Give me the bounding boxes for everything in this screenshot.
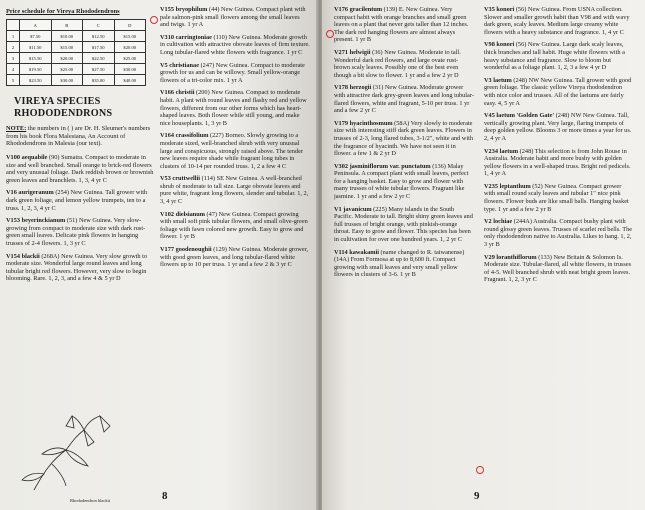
entry-description: (248) NW New Guinea. Tall, vertically growing plant. Very large, flaring trumpets of deep golden yellow. Blooms 3 or more times a year for us. 2, 4 yr A	[484, 112, 632, 142]
catalog-entry	[484, 148, 634, 178]
catalog-entry	[160, 6, 310, 29]
note-text: the numbers in ( ) are Dr. H. Sleumer's numbers from his book Flora Malesiana, An Account of Rhododendrons in Malesia (our text).	[6, 125, 151, 148]
catalog-entry	[484, 77, 634, 107]
price-cell: 2	[7, 42, 20, 53]
price-table-row	[7, 64, 146, 75]
left-column-2	[160, 6, 310, 274]
entry-description: (31) New Guinea. Moderate grower with attractive dark grey-green leaves and long tubular-flared flowers, white and fragrant, 5-10 per truss. 1 yr and a few 2 yr C	[334, 84, 474, 115]
price-cell: $7.50	[20, 31, 52, 42]
entry-name: V45 laetum 'Golden Gate'	[484, 112, 555, 120]
price-cell: $15.00	[114, 31, 146, 42]
price-cell: 4	[7, 64, 20, 75]
price-table	[6, 19, 146, 86]
catalog-entry	[484, 112, 634, 142]
section-title	[14, 96, 154, 119]
entry-description: (136) Malay Peninsula. A compact plant with small leaves, perfect for a hanging basket. Easy to grow and flower with many trusses of white tubular flowers. Fragrant like jasmine. 1 yr and a few 2 yr C	[334, 162, 469, 201]
entry-name: V179 hyacinthosmum	[334, 119, 393, 127]
catalog-entry	[160, 175, 310, 205]
entry-name: V235 leptanthum	[484, 182, 531, 190]
entry-name: V102 dielsianum	[160, 210, 205, 218]
right-column-2	[484, 6, 634, 289]
right-page	[322, 0, 645, 510]
section-title-line-1: VIREYA SPECIES	[14, 96, 101, 107]
rhododendron-illustration	[14, 412, 124, 494]
price-cell: $12.50	[83, 31, 115, 42]
page-number-right: 9	[474, 490, 480, 502]
entry-description: (227) Borneo. Slowly growing to a moderate sized, well-branched shrub with very unusual large and conspicuous, strongly raised above. The tender new leaves require shade while fragrant long tubes in clusters of 10-14 per rounded truss. 1, 2 a few 4 C	[160, 132, 303, 170]
catalog-entry	[484, 183, 634, 213]
entry-name: V177 goodenoughii	[160, 246, 212, 254]
entry-description: (139) E. New Guinea. Very compact habit with orange branches and small green leaves on a plant that never gets taller than 12 inches. The dark red hanging flowers are almost always present. 1 yr B	[334, 6, 469, 44]
catalog-entry	[484, 218, 634, 248]
catalog-entry	[334, 249, 474, 279]
left-page	[0, 0, 318, 510]
price-table-row	[7, 31, 146, 42]
price-table-row	[7, 53, 146, 64]
circle-mark-icon	[476, 466, 484, 474]
price-cell: 5	[7, 75, 20, 86]
price-cell: $15.00	[51, 42, 83, 53]
catalog-entry	[334, 120, 474, 158]
entry-description: (51) New Guinea. Very slow-growing from compact to moderate size with dark rust-green small leaves. Delicate pink flowers in hanging trusses of 2-4 flowers. 1, 3 yr C	[6, 217, 146, 248]
price-cell: $23.50	[20, 75, 52, 86]
catalog-entry	[6, 253, 154, 283]
price-cell: $20.00	[114, 42, 146, 53]
catalog-entry	[160, 62, 310, 85]
note-paragraph	[6, 125, 154, 148]
left-column-1	[6, 6, 154, 288]
circle-mark-icon	[150, 16, 158, 24]
catalog-entry	[334, 206, 474, 244]
price-cell: 1	[7, 31, 20, 42]
entry-name: V2 lochiae	[484, 218, 513, 226]
page-number-left: 8	[162, 490, 168, 502]
price-cell: $40.00	[114, 75, 146, 86]
price-cell: $25.00	[114, 53, 146, 64]
entry-name: V5 christianae	[160, 61, 200, 69]
entry-description: (129) New Guinea. Moderate grower, with good green leaves, and long tubular-flared white flowers up to 10 per truss. 1 yr and a few 2 & 3 yr C	[160, 246, 309, 269]
catalog-entry	[334, 84, 474, 114]
entry-name: V114 kawakamii	[334, 248, 379, 256]
entry-description: (268A) New Guinea. Very slow growth to moderate size. Wonderful large round leaves and long tubular bright red flowers. However, very slow to begin blooming. Rare. 1, 2, 3, and a few 4 & 5 yr D	[6, 252, 148, 283]
catalog-entry	[160, 211, 310, 241]
entry-name: V178 herzogii	[334, 84, 372, 92]
price-cell: $22.50	[83, 53, 115, 64]
entry-name: V16 aurigeranum	[6, 189, 54, 197]
entry-description: (90) Sumatra. Compact to moderate in size and well branched. Small orange to brick-red flowers and very unusual foliage. Dark reddish brown or brownish green leaves and branchlets. 1, 3, 4 yr C	[6, 154, 154, 184]
section-title-line-2: RHODODENDRONS	[14, 107, 113, 119]
note-label: NOTE:	[6, 125, 27, 132]
entry-description: (58A) Very slowly to moderate size with interesting stiff dark green leaves. Flowers in trusses of 2-3, long flared tubes, 3-1/2", white and with the fragrance of hyacinth. We have not seen it in flower. a few 1 & 2 yr D	[334, 119, 473, 158]
entry-description: (52) New Guinea. Compact grower with small round scaly leaves and tubular 1" nice pink flowers. Flower buds are like small balls. Hanging basket type. 1 yr and a few 2 yr B	[484, 182, 629, 213]
price-cell: $17.50	[83, 42, 115, 53]
entry-name: V154 blackii	[6, 252, 40, 260]
entry-name: V98 konori	[484, 41, 515, 49]
price-cell: $15.50	[20, 53, 52, 64]
price-cell: $20.00	[51, 53, 83, 64]
price-header-cell: D	[114, 20, 146, 31]
entry-name: V164 crassifolium	[160, 132, 209, 140]
entry-name: V3 laetum	[484, 76, 512, 84]
entry-description: (244A) Australia. Compact bushy plant with round glossy green leaves. Trusses of scarlet red bells. The only rhododendron native to Australia. Likes to hang. 1, 2, 3 yr B	[484, 218, 633, 249]
catalog-entry	[334, 163, 474, 201]
entry-name: V153 beyerinckianum	[6, 217, 66, 225]
catalog-entry	[6, 154, 154, 184]
price-header-cell: A	[20, 20, 52, 31]
entry-description: (248) NW New Guinea. Tall grower with good green foliage. The classic yellow Vireya rhododendron with nice color and trusses. All of the laetums are fairly easy. 4, 5 yr A	[484, 76, 632, 107]
entry-name: V155 bryophilum	[160, 6, 208, 13]
entry-name: V53 cruttwellii	[160, 175, 201, 183]
catalog-entry	[484, 254, 634, 284]
entry-description: (247) New Guinea. Compact to moderate growth for us and can be willowy. Small yellow-orange flowers of a tri-color mix. 1 yr A	[160, 61, 305, 84]
entry-name: V176 gracilentum	[334, 6, 383, 13]
catalog-entry	[160, 34, 310, 57]
price-cell: $10.00	[51, 31, 83, 42]
right-column-1	[334, 6, 474, 284]
catalog-entry	[160, 246, 310, 269]
catalog-entry	[6, 217, 154, 247]
price-cell: $27.50	[83, 64, 115, 75]
catalog-entry	[160, 132, 310, 170]
price-cell: $35.00	[83, 75, 115, 86]
catalog-entry	[484, 6, 634, 36]
price-cell: $25.00	[51, 64, 83, 75]
entry-description: (name changed to R. taiwanense) (14A) From Formosa at up to 8,600 ft. Compact growing with small leaves and very small yellow flowers in clusters of 3-6. 1 yr B	[334, 248, 465, 279]
catalog-entry	[484, 41, 634, 71]
entry-description: (200) New Guinea. Compact to moderate habit. A plant with round leaves and flashy red and yellow flowers, different from our other forms which has heart-shaped leaves. Both flower while still young, and make nice houseplants. 1, 3 yr B	[160, 89, 307, 127]
entry-description: (47) New Guinea. Compact growing with small soft pink tubular flowers, and small olive-green foliage with fawn colored new growth. Easy to grow and flower. 1 yr B	[160, 210, 308, 241]
entry-name: V234 laetum	[484, 147, 519, 155]
price-table-row	[7, 75, 146, 86]
entry-name: V100 aequabile	[6, 154, 48, 162]
illustration-caption: Rhododendron blackii	[70, 498, 111, 503]
entry-name: V166 christii	[160, 89, 195, 97]
price-cell: 3	[7, 53, 20, 64]
entry-description: (114) SE New Guinea. A well-branched shrub of moderate to tall size. Large obovate leaves and pure white, fragrant long flowers, slender and tubular. 1, 2, 3, 4 yr C	[160, 175, 309, 206]
price-header-cell: C	[83, 20, 115, 31]
entry-description: (56) New Guinea. Large dark scaly leaves, thick branches and tall habit. Huge white flowers with a heavy substance and fragrance. Slow to bloom but wonderful as a foliage plant. 1, 2, 3 a few 4 yr D	[484, 41, 625, 72]
price-schedule-title: Price schedule for Vireya Rhododendrons	[6, 8, 120, 15]
entry-name: V29 loranthiflorum	[484, 253, 537, 261]
entry-name: V1 javanicum	[334, 205, 372, 213]
entry-description: (133) New Britain & Solomon Is. Moderate size. Tubular-flared, all white flowers, in trusses of 4-5. Well branched shrub with neat bright green leaves. Fragrant. 1, 2, 3 yr C	[484, 253, 632, 284]
catalog-entry	[6, 189, 154, 212]
catalog-entry	[160, 89, 310, 127]
circle-mark-icon	[326, 30, 334, 38]
entry-name: V35 konori	[484, 6, 515, 13]
entry-description: (110) New Guinea. Moderate growth in cultivation with attractive obovate leaves of firm texture. Long tubular-flared white flowers with fragrance. 1 yr C	[160, 33, 310, 56]
price-table-header	[7, 20, 146, 31]
entry-description: (36) New Guinea. Moderate to tall. Wonderful dark red flowers, and large ovate rust-brown scaly leaves. Possibly one of the best even though a bit slow to flower. 1 yr and a few 2 yr D	[334, 48, 461, 79]
entry-description: (56) New Guinea. From USNA collection. Slower and smaller growth habit than V98 and with wavy dark green, scaly leaves. Medium large creamy white flowers with a heavy substance and fragrance. 1, 4 yr C	[484, 6, 630, 36]
entry-name: V310 carringtoniae	[160, 33, 212, 41]
entry-description: (254) New Guinea. Tall grower with dark green foliage, and lemon yellow trumpets, ten to a truss. 1, 2, 3, 4 yr C	[6, 189, 148, 212]
price-header-cell	[7, 20, 20, 31]
entry-name: V302 jasminiflorum var. punctatum	[334, 162, 431, 170]
catalog-entry	[334, 6, 474, 44]
price-cell: $30.00	[51, 75, 83, 86]
price-header-cell: B	[51, 20, 83, 31]
price-cell: $30.00	[114, 64, 146, 75]
entry-name: V271 helwigii	[334, 48, 371, 56]
price-table-row	[7, 42, 146, 53]
price-cell: $19.50	[20, 64, 52, 75]
price-cell: $11.50	[20, 42, 52, 53]
entry-description: (248) This selection is from John Rouse in Australia. Moderate habit and more bushy with golden yellow flowers in a well-shaped truss. Bright red pedicels. 1, 4 yr A	[484, 147, 631, 178]
entry-description: (44) New Guinea. Compact plant with pale salmon-pink small flowers among the small leaves and twigs. 1 yr A	[160, 6, 306, 29]
entry-description: (225) Many islands in the South Pacific. Moderate to tall. Bright shiny green leaves and full trusses of bright orange, with pinkish-orange throat. Easy to grow and flower. This species has been in cultivation for over one hundred years. 1, 2 yr C	[334, 205, 473, 244]
catalog-entry	[334, 49, 474, 79]
